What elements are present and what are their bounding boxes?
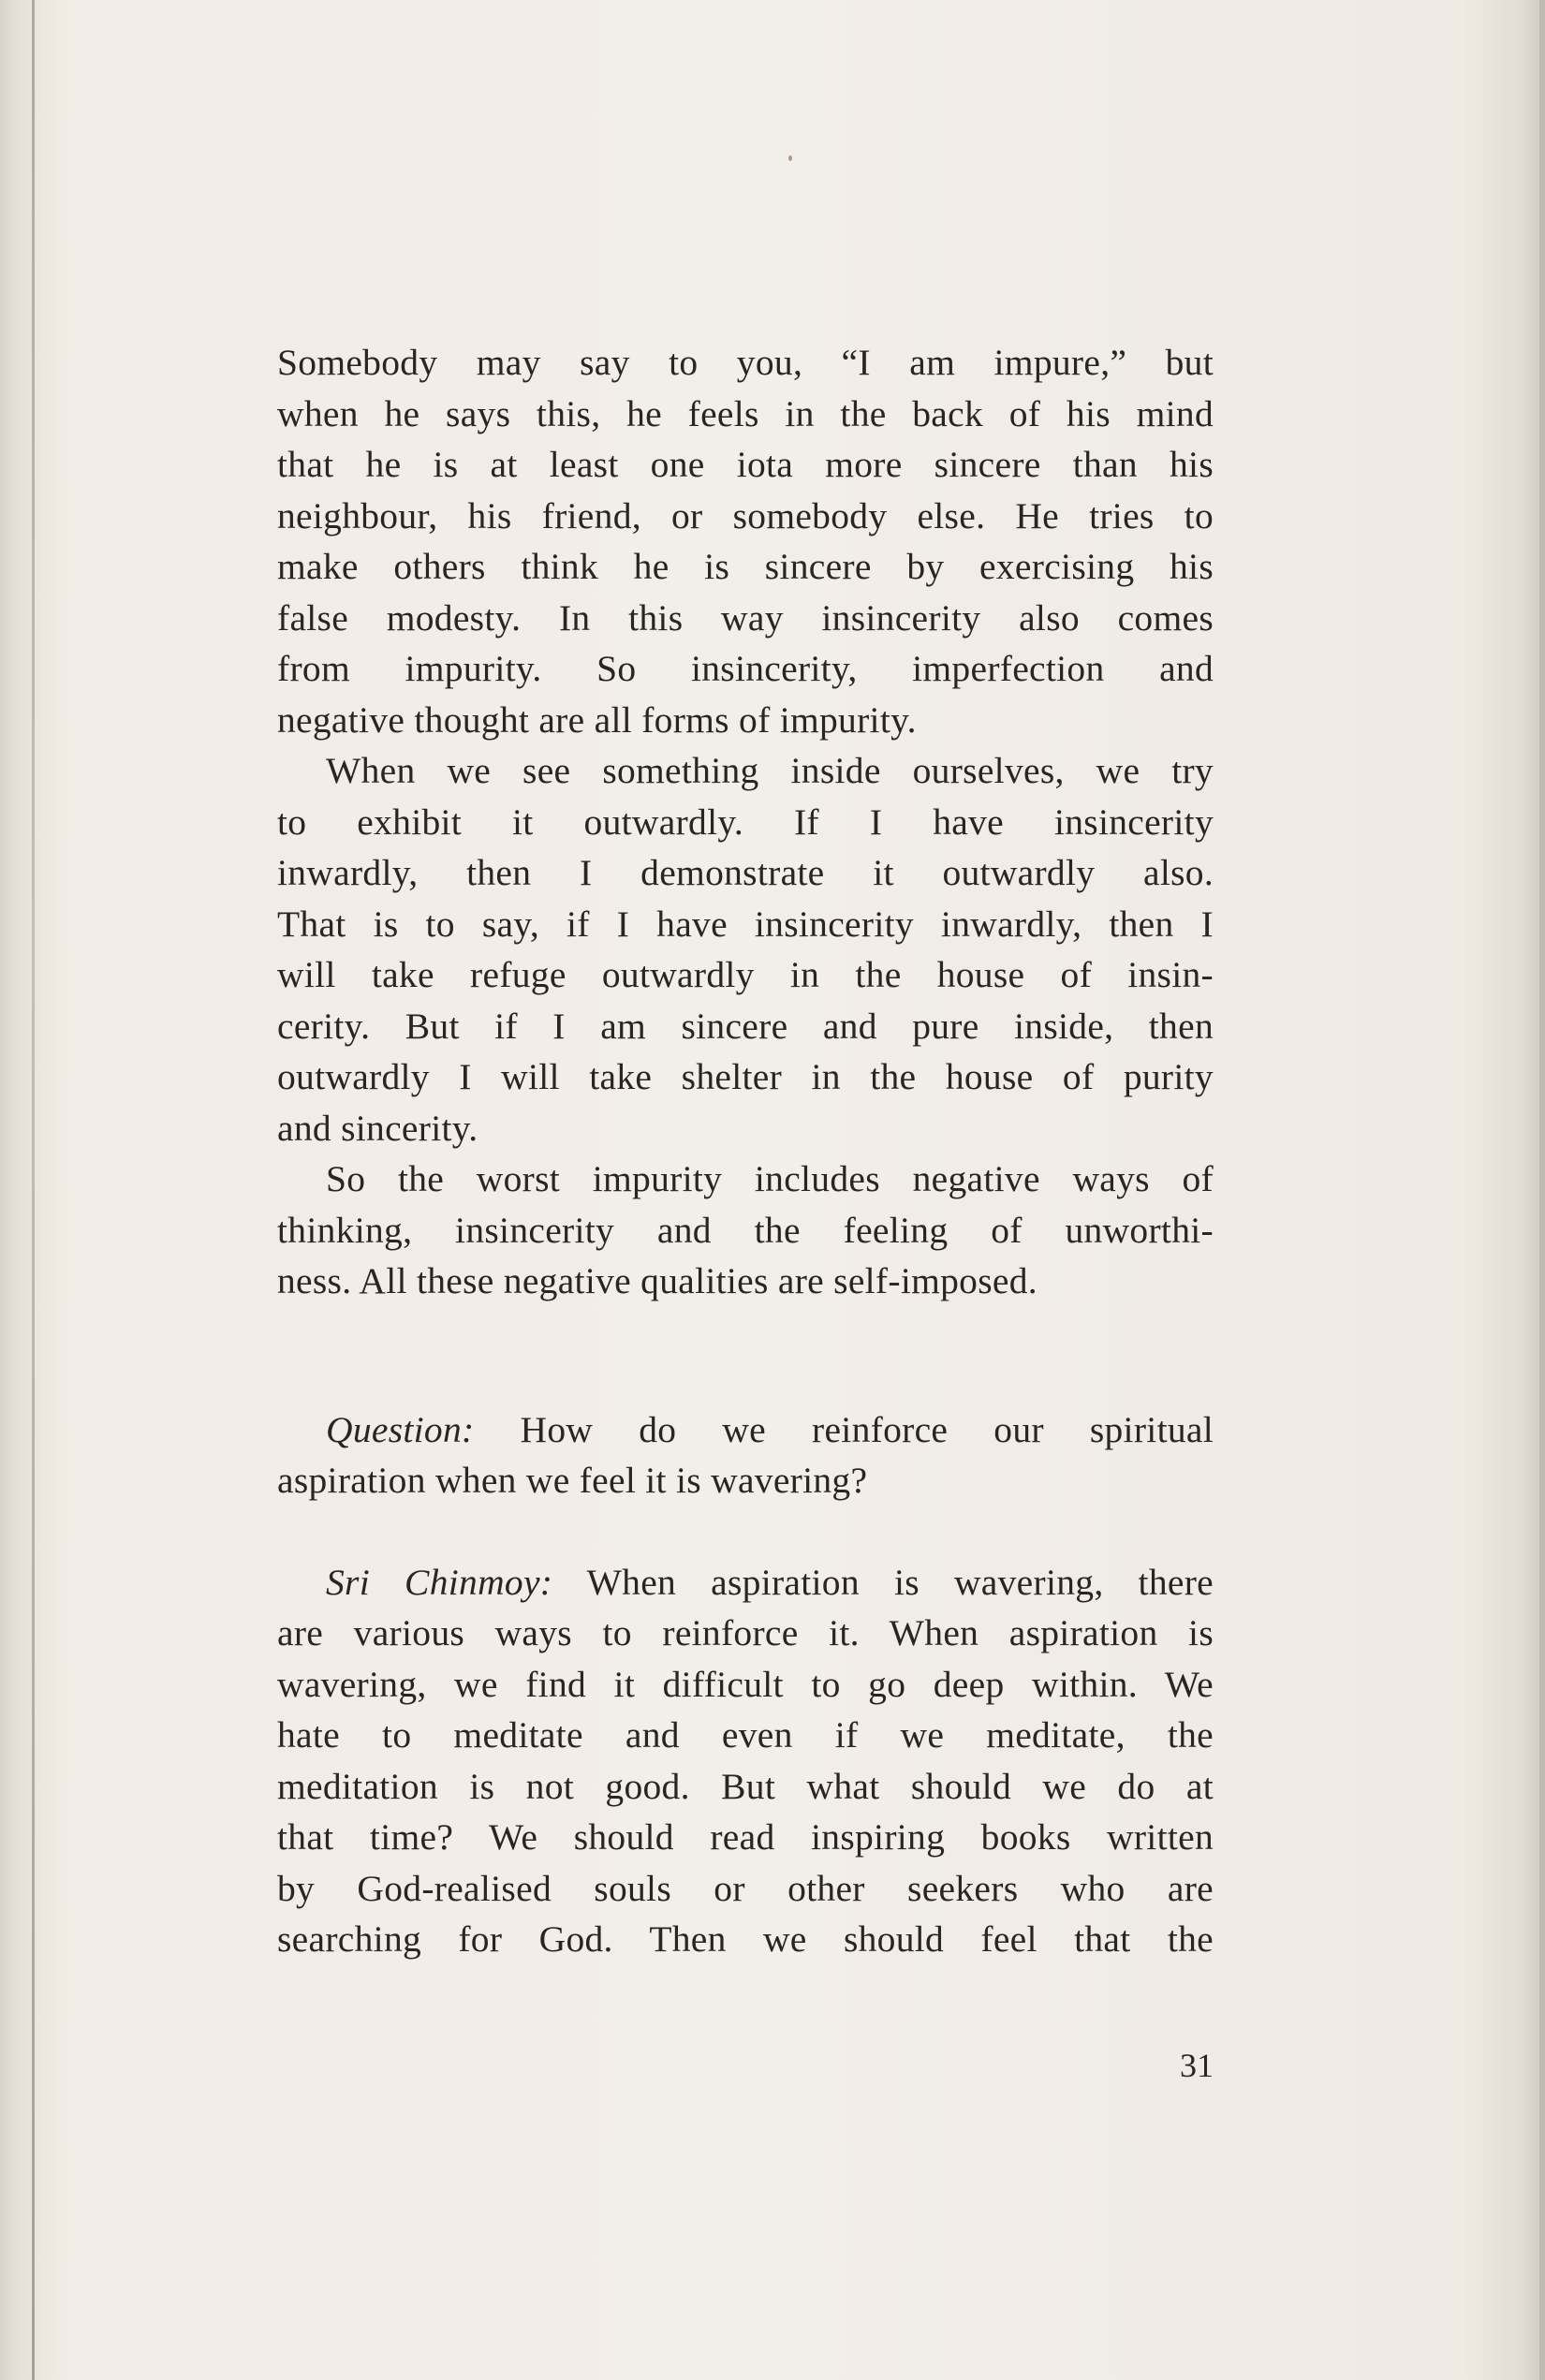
text-line: and sincerity. (277, 1107, 478, 1149)
text-line: Somebody may say to you, “I am impure,” but (277, 342, 1214, 383)
text-line: When we see something inside ourselves, we try (326, 750, 1214, 791)
page-edge (1539, 0, 1545, 2380)
section-gap (277, 1307, 1214, 1404)
answer-speaker: Sri Chinmoy: (326, 1561, 553, 1603)
text-line: negative thought are all forms of impurity. (277, 698, 917, 741)
answer-line: searching for God. Then we should feel that the (277, 1918, 1214, 1960)
text-line: to exhibit it outwardly. If I have insincerity (277, 801, 1214, 843)
text-line: ness. All these negative qualities are self-imposed. (277, 1260, 1037, 1301)
answer-line: are various ways to reinforce it. When aspiration is (277, 1612, 1214, 1653)
text-line: That is to say, if I have insincerity inwardly, then I (277, 903, 1214, 945)
text-line: So the worst impurity includes negative ways of (326, 1158, 1214, 1199)
paragraph-2 (277, 745, 1214, 1153)
paragraph-1 (277, 337, 1214, 745)
section-gap (277, 1506, 1214, 1557)
answer-line: meditation is not good. But what should we do at (277, 1765, 1214, 1807)
paragraph-3 (277, 1153, 1214, 1307)
text-line: neighbour, his friend, or somebody else. He tries to (277, 494, 1214, 536)
text-line: make others think he is sincere by exercising his (277, 546, 1214, 587)
paper-speck (788, 155, 792, 161)
text-line: thinking, insincerity and the feeling of unworthi- (277, 1209, 1214, 1251)
text-line: cerity. But if I am sincere and pure inside, then (277, 1005, 1214, 1047)
answer-line: by God-realised souls or other seekers who are (277, 1867, 1214, 1909)
answer-paragraph (277, 1557, 1214, 1965)
text-line: will take refuge outwardly in the house of insin- (277, 954, 1214, 995)
answer-text: When aspiration is wavering, there (586, 1561, 1214, 1603)
binding-gutter (32, 0, 35, 2380)
answer-line: wavering, we find it difficult to go deep within. We (277, 1663, 1214, 1705)
question-speaker: Question: (326, 1408, 475, 1450)
text-line: false modesty. In this way insincerity also comes (277, 596, 1214, 639)
answer-line (277, 1557, 1214, 1609)
question-line: aspiration when we feel it is wavering? (277, 1460, 868, 1501)
text-line: outwardly I will take shelter in the house of purity (277, 1056, 1214, 1097)
body-text (277, 337, 1214, 1965)
question-line (277, 1404, 1214, 1456)
answer-line: that time? We should read inspiring books written (277, 1816, 1214, 1858)
text-line: inwardly, then I demonstrate it outwardly also. (277, 852, 1214, 893)
page-number: 31 (1180, 2047, 1214, 2084)
question-text: How do we reinforce our spiritual (520, 1408, 1214, 1450)
question-paragraph (277, 1404, 1214, 1506)
text-line: from impurity. So insincerity, imperfection and (277, 648, 1214, 689)
text-line: when he says this, he feels in the back of his mind (277, 392, 1214, 434)
answer-line: hate to meditate and even if we meditate, the (277, 1714, 1214, 1756)
text-line: that he is at least one iota more sincere than his (277, 444, 1214, 485)
